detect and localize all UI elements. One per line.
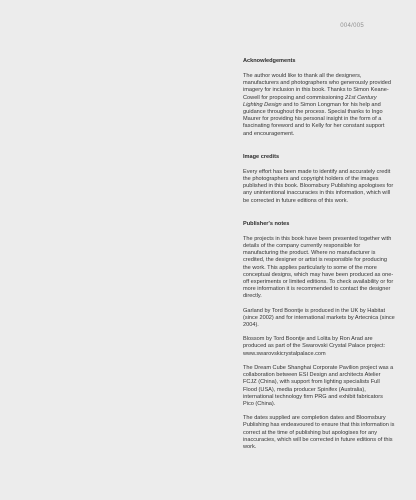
book-title: 21st Century Lighting Design (243, 94, 377, 108)
publishers-notes-section (243, 221, 395, 451)
publishers-notes-paragraph-1: The projects in this book have been presented together with details of the company currently responsible for manufacturing the product. Where no manufacturer is credited, the designer or artist is responsible for producing the work. This applies particularly to some of the more conceptual designs, which may have been produced as one-off experiments or limited editions. To check availability or for more information it is recommended to contact the designer directly. (243, 235, 394, 300)
acknowledgements-text-b: and to Simon Longman for his help and guidance throughout the process. Special thanks to Ingo Maurer for providing his personal insight in the form of a fascinating foreword and to Kelly for her constant support and encouragement. (243, 101, 385, 137)
publishers-notes-paragraph-4: The Dream Cube Shanghai Corporate Pavilion project was a collaboration between ESI Design and architects Atelier FCJZ (China), with support from lighting specialists Full Flood (USA), media producer Spinifex (Australia), international technology firm PRG and exhibit fabricators Pico (China). (243, 364, 394, 407)
publishers-notes-paragraph-5: The dates supplied are completion dates and Bloomsbury Publishing has endeavoured to ensure that this information is correct at the time of publishing but apologises for any inaccuracies, which will be corrected in future editions of this work. (243, 415, 395, 450)
publishers-notes-paragraph-2: Garland by Tord Boontje is produced in the UK by Habitat (since 2002) and for international markets by Artecnica (since 2004). (243, 307, 395, 329)
publishers-notes-heading: Publisher's notes (243, 220, 290, 227)
text-column (243, 58, 395, 467)
page-number: 004/005 (340, 23, 364, 29)
image-credits-section (243, 154, 395, 205)
acknowledgements-heading: Acknowledgements (243, 58, 296, 64)
publishers-notes-paragraph-3: Blossom by Tord Boontje and Lolita by Ron Arad are produced as part of the Swarovski Crystal Palace project: www.swarovskicrystalpalace.com (243, 336, 386, 357)
image-credits-paragraph: Every effort has been made to identify and accurately credit the photographers and copyright holders of the images published in this book. Bloomsbury Publishing apologises for any unintentional inaccuracies in this information, which will be corrected in future editions of this work. (243, 168, 394, 204)
image-credits-heading: Image credits (243, 153, 280, 160)
acknowledgements-paragraph (243, 73, 395, 138)
acknowledgements-text-a: The author would like to thank all the designers, manufacturers and photographers who generously provided imagery for inclusion in this book. Thanks to Simon Keane-Cowell for proposing and commissioning (243, 73, 392, 101)
acknowledgements-section (243, 58, 395, 138)
